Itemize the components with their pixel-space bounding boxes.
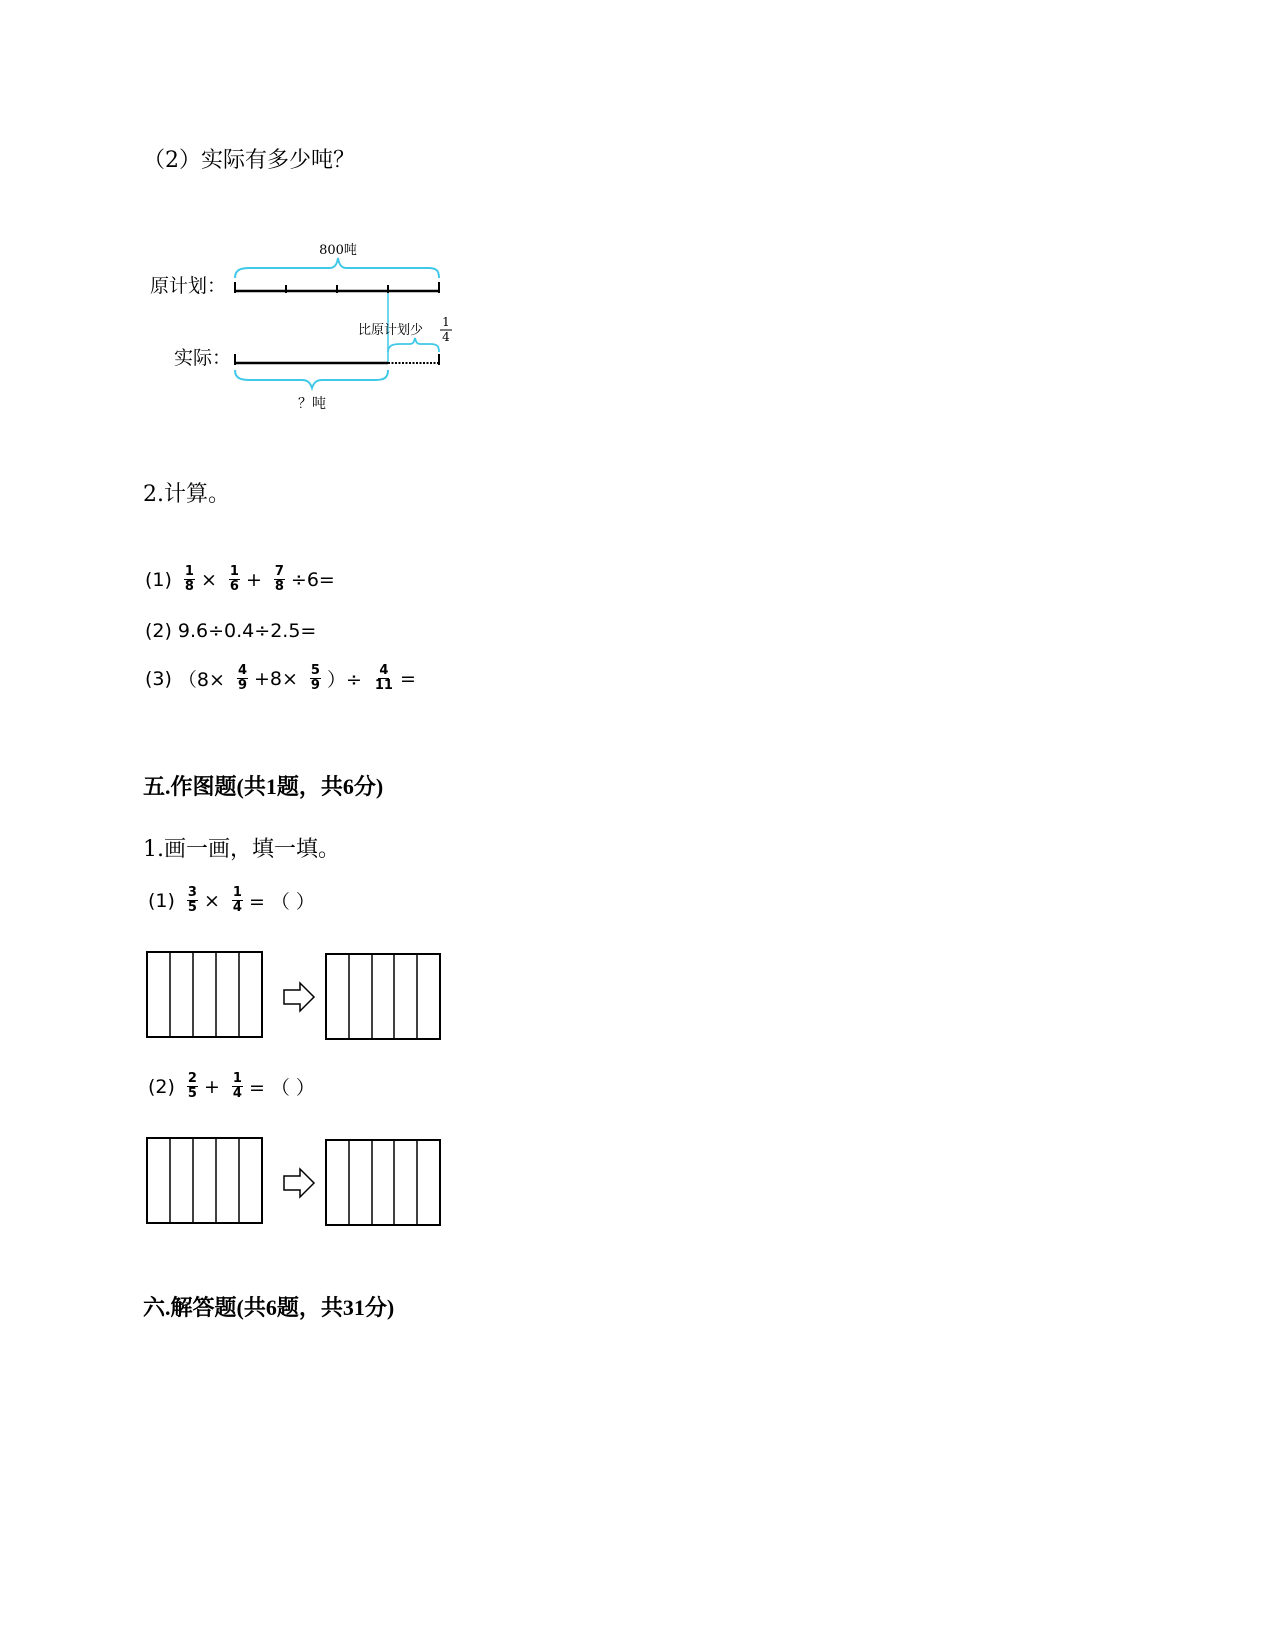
total-brace (235, 258, 439, 278)
grid-right-2 (326, 1140, 440, 1225)
expression-text: = （ ） (248, 891, 315, 913)
fraction (184, 565, 195, 594)
fraction-denominator: 8 (274, 579, 284, 594)
fraction-denominator: 9 (310, 678, 320, 693)
fraction-denominator: 8 (184, 579, 194, 594)
draw-grid-pair-1 (145, 950, 445, 1044)
expression-text: + (203, 1075, 220, 1098)
fraction-denominator: 4 (232, 1086, 242, 1101)
grid-right-1 (326, 954, 440, 1039)
item-index: (2) (148, 1075, 175, 1098)
calc-item-2 (145, 620, 322, 642)
fraction-numerator: 3 (187, 885, 197, 900)
fraction-numerator: 5 (310, 663, 320, 678)
question-1-2-text: （2）实际有多少吨？ (143, 148, 355, 173)
fraction (374, 664, 394, 693)
question-label: ？吨 (298, 396, 326, 412)
plan-label: 原计划： (150, 275, 227, 297)
calc-item-1 (145, 565, 341, 594)
expression-text: ）÷ (326, 669, 362, 691)
fraction (229, 565, 240, 594)
fraction-denominator: 11 (374, 678, 393, 693)
segment-diagram (140, 230, 480, 420)
expression-text: +8× (253, 667, 298, 690)
fraction-numerator: 4 (379, 663, 389, 678)
fraction-numerator: 7 (274, 564, 284, 579)
fraction-numerator: 1 (232, 885, 242, 900)
less-label: 比原计划少 (358, 323, 424, 338)
item-index: (3) (145, 667, 172, 690)
fraction-numerator: 4 (237, 663, 247, 678)
question-2-title: 2.计算。 (143, 482, 230, 507)
item-index: (1) (148, 889, 175, 912)
fraction (274, 565, 285, 594)
draw-question-title: 1.画一画，填一填。 (143, 837, 340, 862)
fraction-numerator: 1 (184, 564, 194, 579)
fraction-numerator: 1 (229, 564, 239, 579)
fraction (232, 886, 243, 915)
arrow-icon (284, 1169, 314, 1197)
less-frac-den: 4 (442, 330, 450, 344)
expression-text: × (200, 568, 217, 591)
less-frac-num: 1 (442, 315, 450, 329)
expression-text: 9.6÷0.4÷2.5= (177, 620, 317, 642)
draw-grid-pair-2 (145, 1136, 445, 1230)
item-index: (2) (145, 620, 172, 642)
item-index: (1) (145, 568, 172, 591)
expression-text: = (399, 667, 416, 690)
question-brace (235, 370, 388, 388)
total-label: 800吨 (319, 243, 357, 258)
fraction (187, 886, 198, 915)
expression-text: （8× (177, 669, 225, 691)
less-brace (388, 338, 439, 352)
expression-text: + (245, 568, 262, 591)
fraction-numerator: 2 (187, 1071, 197, 1086)
expression-text: × (203, 889, 220, 912)
draw-item-1 (148, 886, 321, 915)
fraction-denominator: 6 (229, 579, 239, 594)
fraction-denominator: 4 (232, 900, 242, 915)
fraction-numerator: 1 (232, 1071, 242, 1086)
calc-item-3 (145, 664, 422, 693)
grid-left-1 (147, 952, 262, 1037)
grid-left-2 (147, 1138, 262, 1223)
fraction-denominator: 5 (187, 900, 197, 915)
fraction-denominator: 5 (187, 1086, 197, 1101)
section-6-title: 六.解答题(共6题，共31分) (143, 1295, 395, 1320)
fraction-denominator: 9 (237, 678, 247, 693)
expression-text: ÷6= (290, 568, 335, 591)
actual-label: 实际： (174, 347, 232, 369)
draw-item-2 (148, 1072, 321, 1101)
fraction (187, 1072, 198, 1101)
arrow-icon (284, 983, 314, 1011)
fraction (232, 1072, 243, 1101)
section-5-title: 五.作图题(共1题，共6分) (143, 774, 384, 799)
fraction (310, 664, 321, 693)
expression-text: = （ ） (248, 1077, 315, 1099)
fraction (237, 664, 248, 693)
